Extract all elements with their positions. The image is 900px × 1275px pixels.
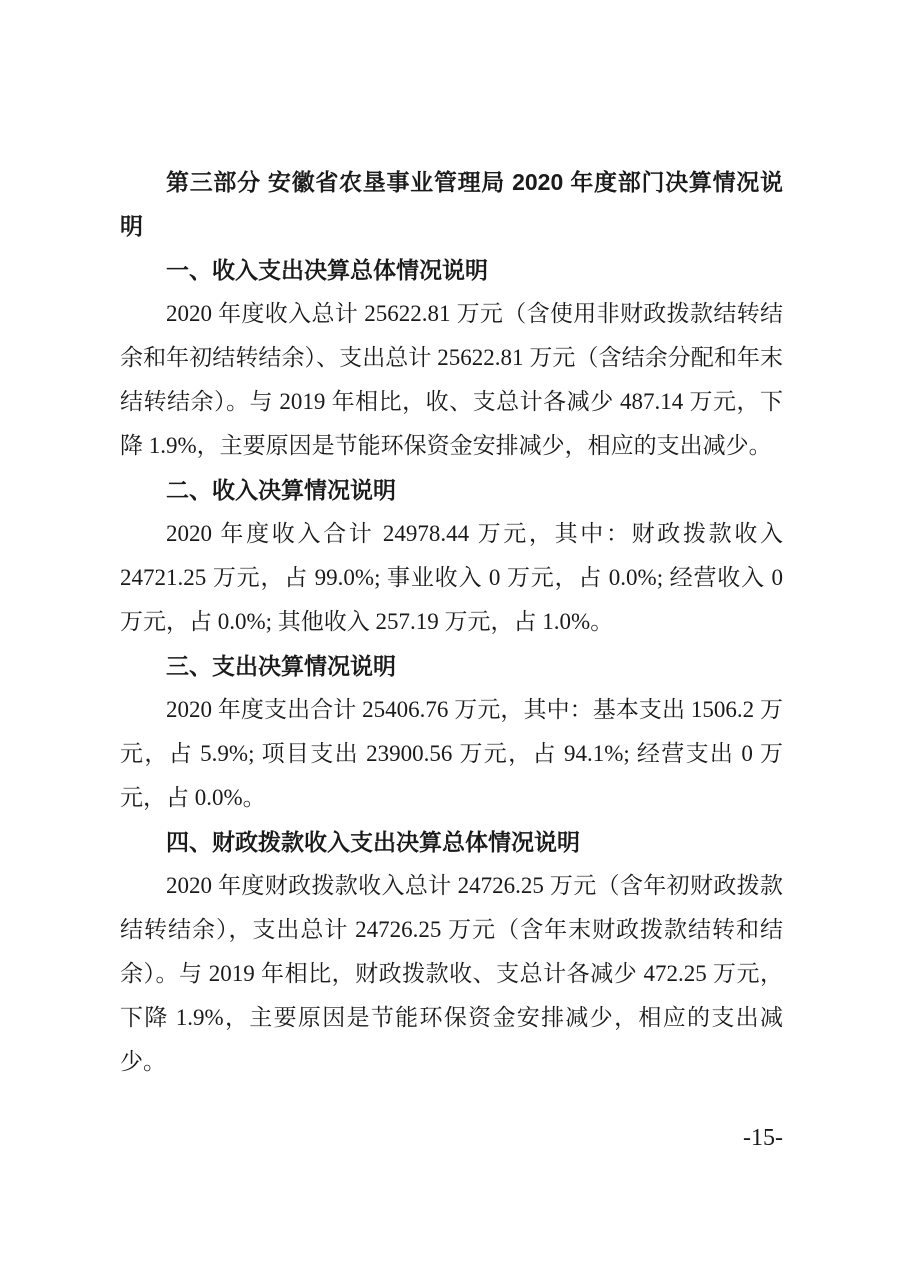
page-number: -15- (743, 1125, 783, 1151)
section-heading-1: 一、收入支出决算总体情况说明 (166, 257, 488, 283)
section-heading-3: 三、支出决算情况说明 (166, 653, 396, 679)
section-heading-2: 二、收入决算情况说明 (166, 477, 396, 503)
document-title: 第三部分 安徽省农垦事业管理局 2020 年度部门决算情况说明 (120, 169, 783, 239)
section-heading-4: 四、财政拨款收入支出决算总体情况说明 (166, 829, 580, 855)
section-2-paragraph: 2020 年度收入合计 24978.44 万元，其中：财政拨款收入 24721.25 万元，占 99.0%; 事业收入 0 万元，占 0.0%; 经营收入 0 万元，占 0.0%; 其他收入 257.19 万元，占 1.0%。 (120, 521, 783, 634)
section-3-paragraph: 2020 年度支出合计 25406.76 万元，其中：基本支出 1506.2 万元，占 5.9%; 项目支出 23900.56 万元，占 94.1%; 经营支出 0 万元，占 0.0%。 (120, 697, 783, 810)
section-4-paragraph: 2020 年度财政拨款收入总计 24726.25 万元（含年初财政拨款结转结余），支出总计 24726.25 万元（含年末财政拨款结转和结余）。与 2019 年相比，财政拨款收、支总计各减少 472.25 万元，下降 1.9%，主要原因是节能环保资金安排减少，相应的支出减少。 (120, 873, 783, 1074)
document-content (120, 160, 783, 1084)
section-1-paragraph: 2020 年度收入总计 25622.81 万元（含使用非财政拨款结转结余和年初结转结余）、支出总计 25622.81 万元（含结余分配和年末结转结余）。与 2019 年相比，收、支总计各减少 487.14 万元，下降 1.9%，主要原因是节能环保资金安排减少，相应的支出减少。 (120, 301, 783, 458)
